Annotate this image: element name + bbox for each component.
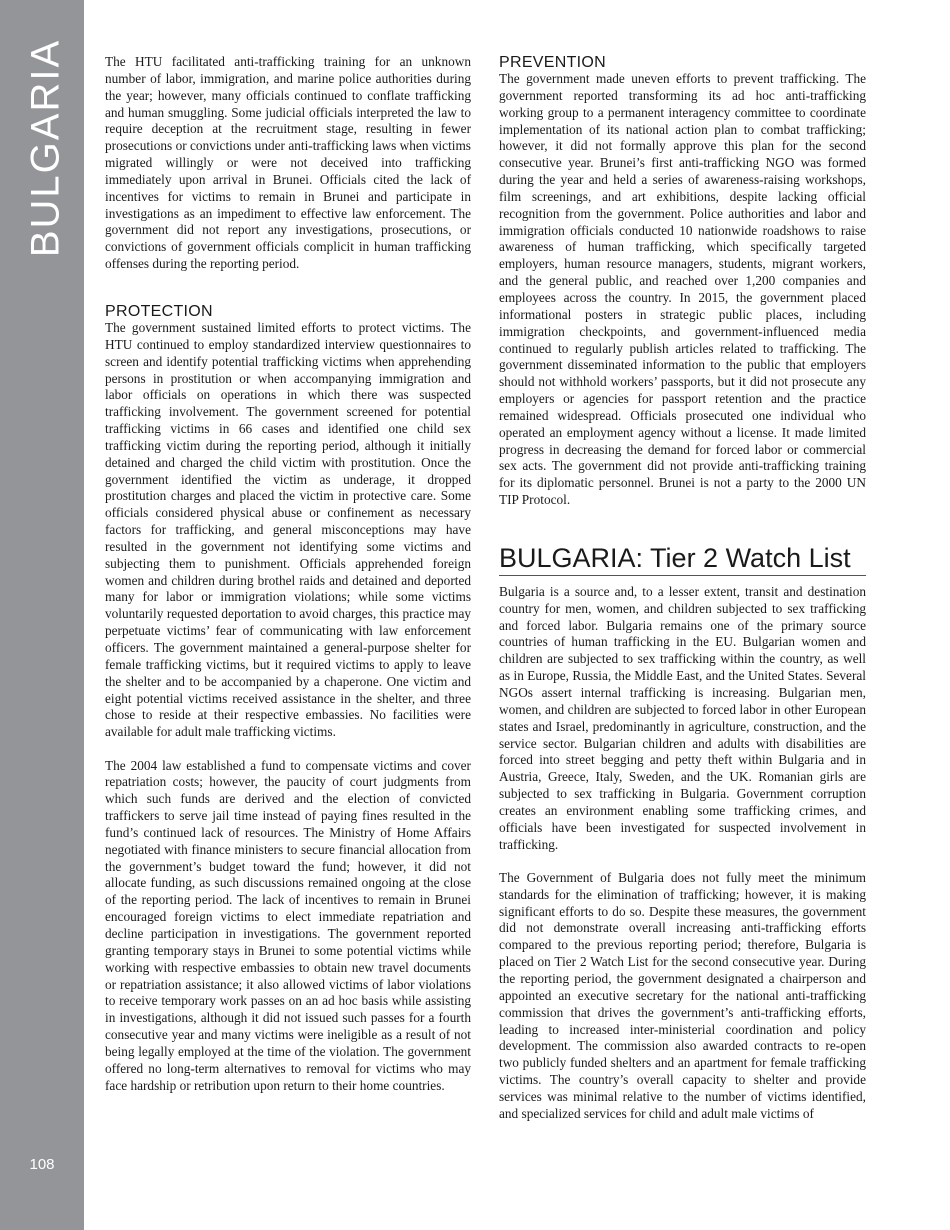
page-number: 108 (29, 1156, 55, 1173)
country-heading: BULGARIA: Tier 2 Watch List (499, 543, 866, 576)
country-paragraph-2: The Government of Bulgaria does not fully meet the minimum standards for the elimination of trafficking; however, it is making significant efforts to do so. Despite these measures, the government did not demonstrate overall increasing anti-trafficking efforts compared to the previous reporting period; therefore, Bulgaria is placed on Tier 2 Watch List for the second consecutive year. During the reporting period, the government designated a chairperson and appointed an executive secretary for the national anti-trafficking commission that drives the government’s anti-trafficking efforts, leading to increased inter-ministerial coordination and policy development. The commission also awarded contracts to re-open two publicly funded shelters and an apartment for female trafficking victims. The country’s overall capacity to shelter and provide services was minimal relative to the number of victims identified, and specialized services for child and adult male victims of (499, 869, 866, 1121)
protection-section (105, 303, 471, 1094)
protection-heading: PROTECTION (105, 302, 213, 320)
intro-paragraph: The HTU facilitated anti-trafficking training for an unknown number of labor, immigration, and marine police authorities during the year; however, many officials continued to conflate trafficking and human smuggling. Some judicial officials interpreted the law to require deception at the recruitment stage, resulting in fewer prosecutions or convictions under anti-trafficking laws when victims migrated willingly or were not deceived into trafficking immediately upon arrival in Brunei. Officials cited the lack of incentives for victims to remain in Brunei and participate in investigations as an impediment to effective law enforcement. The government did not report any investigations, prosecutions, or convictions of government officials complicit in human trafficking offenses during the reporting period. (105, 54, 471, 272)
intro-section (105, 54, 471, 273)
prevention-paragraph: The government made uneven efforts to prevent trafficking. The government reported transforming its ad hoc anti-trafficking working group to a permanent interagency committee to coordinate implementation of its national action plan to combat trafficking; however, it did not formally approve this plan for the second consecutive year. Brunei’s first anti-trafficking NGO was formed during the year and held a series of awareness-raising workshops, film screenings, and art exhibitions, despite lacking official recognition from the government. Police authorities and labor and immigration officials conducted 10 nationwide roadshows to raise awareness of human trafficking, which specifically targeted employers, human resource managers, students, migrant workers, and the general public, and reached over 1,200 companies and employees across the country. In 2015, the government placed informational posters in strategic public places, including immigration checkpoints, and government-influenced media continued to regularly publish articles related to trafficking. The government disseminated information to the public that employers should not withhold workers’ passports, but it did not prosecute any employers or agencies for passport retention and the practice remained widespread. Officials prosecuted one individual who operated an employment agency without a license. It made limited progress in decreasing the demand for forced labor or commercial sex acts. The government did not provide anti-trafficking training for its diplomatic personnel. Brunei is not a party to the 2000 UN TIP Protocol. (499, 71, 866, 508)
right-column (499, 54, 866, 1123)
sidebar (0, 0, 84, 1230)
prevention-section (499, 54, 866, 509)
sidebar-country-title: BULGARIA (23, 38, 68, 258)
protection-paragraph-2: The 2004 law established a fund to compensate victims and cover repatriation costs; however, the paucity of court judgments from which such funds are derived and the election of convicted traffickers to serve jail time instead of paying fines resulted in the fund’s continued lack of resources. The Ministry of Home Affairs negotiated with finance ministers to secure financial allocation from the government’s budget toward the fund; however, it did not allocate funding, as such discussions remained ongoing at the close of the reporting period. The lack of incentives to remain in Brunei encouraged foreign victims to elect immediate repatriation and decline participation in investigations. The government reported granting temporary stays in Brunei to some potential victims while working with respective embassies to obtain new travel documents or repatriation assistance; it also allowed victims of labor violations to receive temporary work passes on an ad hoc basis while assisting in investigations, although it did not issued such passes for a fourth consecutive year and many victims were ineligible as a result of not being legally employed at the time of the violation. The government offered no long-term alternatives to removal for victims who may face hardship or retribution upon return to their home countries. (105, 757, 471, 1093)
country-section (499, 543, 866, 1123)
prevention-heading: PREVENTION (499, 54, 607, 71)
protection-paragraph-1: The government sustained limited efforts to protect victims. The HTU continued to employ standardized interview questionnaires to screen and identify potential trafficking victims when apprehending persons in prostitution or when accompanying immigration and labor officials on operations in which there was suspected trafficking involvement. The government screened for potential trafficking victims in 66 cases and identified one child sex trafficking victim during the reporting period, although it initially detained and charged the child victim with prostitution. Once the government identified the victim as underage, it dropped prostitution charges and placed the victim in protective care. Some officials considered physical abuse or confinement as necessary factors for trafficking, and general misconceptions may have resulted in the government not identifying some victims and subjecting them to punishment. Officials apprehended foreign women and children during brothel raids and detained and deported many for labor or immigration violations; while some victims voluntarily requested deportation to avoid charges, this practice may perpetuate victims’ fear of communicating with law enforcement officers. The government maintained a general-purpose shelter for female trafficking victims, but it required victims to apply to leave the shelter and to be accompanied by a chaperone. One victim and eight potential victims received assistance in the shelter, and three chose to reside at their respective embassies. No facilities were available for adult male trafficking victims. (105, 319, 471, 740)
left-column (105, 54, 471, 1124)
country-paragraph-1: Bulgaria is a source and, to a lesser extent, transit and destination country for men, women, and children subjected to sex trafficking and forced labor. Bulgaria remains one of the primary source countries of human trafficking in the EU. Bulgarian women and children are subjected to sex trafficking within the country, as well as in Europe, Russia, the Middle East, and the United States. Several NGOs assert internal trafficking is increasing. Bulgarian men, women, and children are subjected to forced labor in other European states and Israel, predominantly in agriculture, construction, and the service sector. Bulgarian children and adults with disabilities are forced into street begging and petty theft within Bulgaria and in Austria, Greece, Italy, Sweden, and the UK. Romanian girls are subjected to sex trafficking in Bulgaria. Government corruption creates an environment enabling some trafficking crimes, and officials have been investigated for suspected involvement in trafficking. (499, 583, 866, 852)
